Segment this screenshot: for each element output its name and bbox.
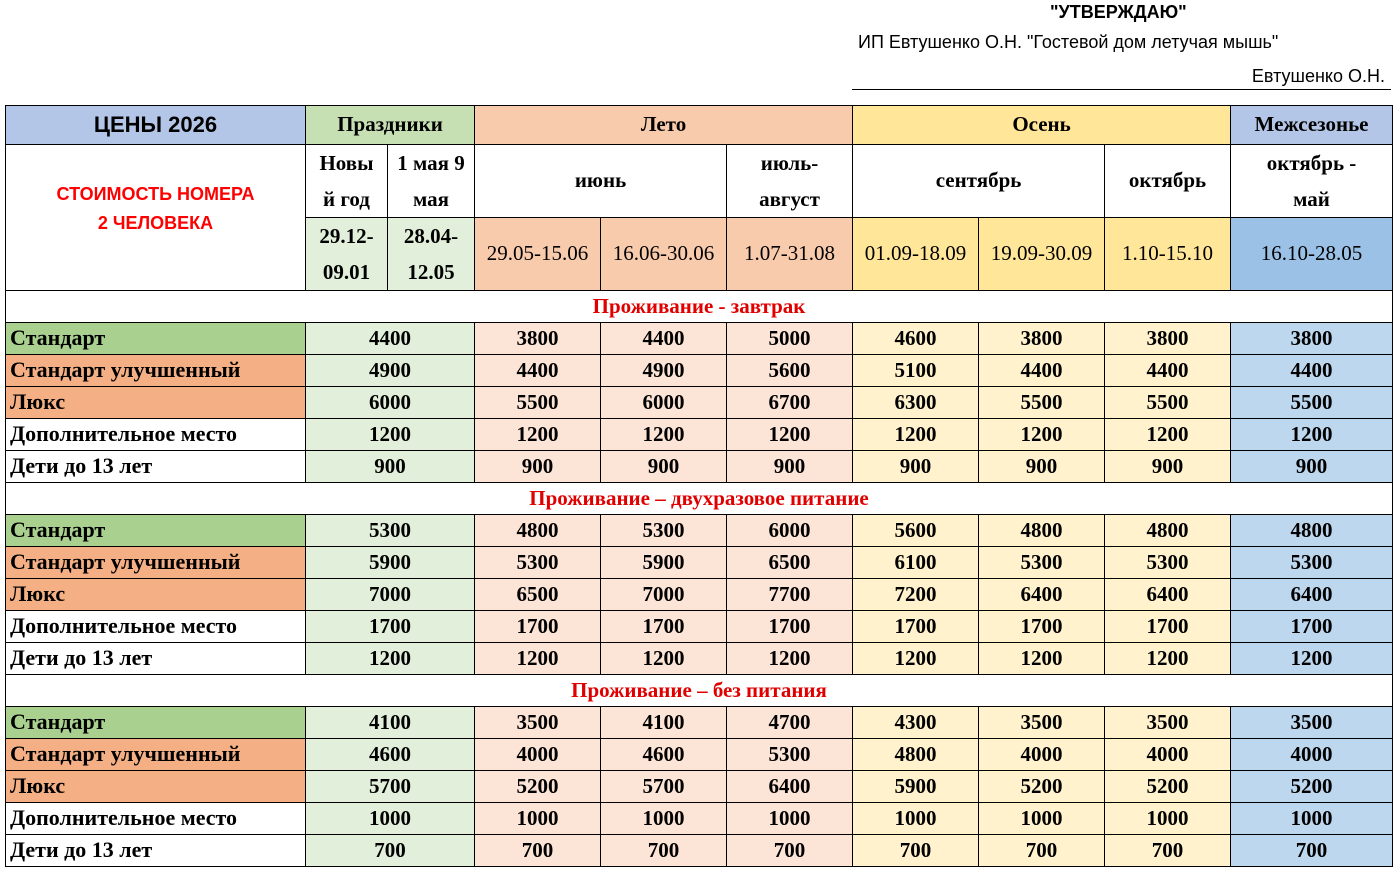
price-cell: 4800 [1231, 515, 1393, 547]
price-cell: 7000 [306, 579, 475, 611]
price-cell: 1200 [475, 419, 601, 451]
room-type-label: Стандарт улучшенный [6, 739, 306, 771]
price-cell: 4400 [306, 323, 475, 355]
price-cell: 4900 [306, 355, 475, 387]
price-cell: 5500 [979, 387, 1105, 419]
price-cell: 1700 [853, 611, 979, 643]
price-cell: 3500 [979, 707, 1105, 739]
date-range-5: 1.07-31.08 [727, 218, 853, 291]
price-cell: 1200 [306, 643, 475, 675]
price-cell: 1700 [727, 611, 853, 643]
date-range-2-l2: 12.05 [407, 260, 455, 284]
price-cell: 1200 [475, 643, 601, 675]
price-cell: 1200 [979, 643, 1105, 675]
price-cell: 5300 [979, 547, 1105, 579]
date-range-7: 19.09-30.09 [979, 218, 1105, 291]
price-cell: 5300 [601, 515, 727, 547]
price-cell: 4600 [601, 739, 727, 771]
price-cell: 700 [306, 835, 475, 867]
price-cell: 1700 [1231, 611, 1393, 643]
approval-title: "УТВЕРЖДАЮ" [1050, 2, 1187, 22]
price-cell: 4800 [853, 739, 979, 771]
price-cell: 1200 [601, 643, 727, 675]
price-cell: 4600 [306, 739, 475, 771]
price-cell: 1000 [727, 803, 853, 835]
price-cell: 6700 [727, 387, 853, 419]
room-type-label: Дополнительное место [6, 419, 306, 451]
price-cell: 4100 [306, 707, 475, 739]
price-cell: 1000 [1105, 803, 1231, 835]
price-cell: 4400 [1231, 355, 1393, 387]
period-october: октябрь [1105, 145, 1231, 218]
room-type-label: Люкс [6, 387, 306, 419]
price-cell: 5900 [853, 771, 979, 803]
period-octmay [1231, 145, 1393, 218]
price-cell: 1000 [601, 803, 727, 835]
price-cell: 4400 [475, 355, 601, 387]
price-cell: 4000 [1231, 739, 1393, 771]
period-octmay-l2: май [1293, 187, 1330, 211]
room-type-label: Стандарт [6, 707, 306, 739]
table-subtitle [6, 145, 306, 291]
period-may-l1: 1 мая 9 [397, 151, 465, 175]
table-row [6, 547, 1393, 579]
price-cell: 5300 [1105, 547, 1231, 579]
price-cell: 6000 [306, 387, 475, 419]
section-header-row [6, 483, 1393, 515]
price-cell: 1200 [979, 419, 1105, 451]
price-cell: 7700 [727, 579, 853, 611]
price-cell: 4800 [1105, 515, 1231, 547]
price-cell: 7000 [601, 579, 727, 611]
price-cell: 6000 [727, 515, 853, 547]
approval-company: ИП Евтушенко О.Н. "Гостевой дом летучая мышь" [858, 32, 1279, 52]
signature-line [852, 89, 1391, 90]
price-cell: 6500 [727, 547, 853, 579]
price-cell: 700 [979, 835, 1105, 867]
date-range-9: 16.10-28.05 [1231, 218, 1393, 291]
period-june: июнь [475, 145, 727, 218]
approval-block [850, 0, 1393, 90]
table-row [6, 323, 1393, 355]
price-cell: 7200 [853, 579, 979, 611]
price-cell: 5000 [727, 323, 853, 355]
price-cell: 4400 [601, 323, 727, 355]
price-cell: 900 [1231, 451, 1393, 483]
price-cell: 4700 [727, 707, 853, 739]
price-cell: 5900 [601, 547, 727, 579]
season-summer: Лето [475, 106, 853, 145]
price-cell: 5200 [1105, 771, 1231, 803]
room-type-label: Дети до 13 лет [6, 835, 306, 867]
room-type-label: Дети до 13 лет [6, 643, 306, 675]
price-cell: 5700 [601, 771, 727, 803]
subtitle-line2: 2 ЧЕЛОВЕКА [97, 212, 214, 233]
room-type-label: Стандарт [6, 323, 306, 355]
date-range-4: 16.06-30.06 [601, 218, 727, 291]
price-cell: 4600 [853, 323, 979, 355]
price-cell: 4400 [979, 355, 1105, 387]
price-cell: 4300 [853, 707, 979, 739]
price-cell: 1200 [1231, 643, 1393, 675]
date-range-6: 01.09-18.09 [853, 218, 979, 291]
table-row [6, 515, 1393, 547]
price-cell: 5600 [853, 515, 979, 547]
table-row [6, 835, 1393, 867]
price-cell: 900 [475, 451, 601, 483]
room-type-label: Люкс [6, 579, 306, 611]
section-title: Проживание – двухразовое питание [6, 483, 1393, 515]
section-title: Проживание – без питания [6, 675, 1393, 707]
table-row [6, 419, 1393, 451]
price-cell: 6500 [475, 579, 601, 611]
price-cell: 4400 [1105, 355, 1231, 387]
date-range-1 [306, 218, 388, 291]
section-header-row [6, 675, 1393, 707]
price-cell: 5900 [306, 547, 475, 579]
table-row [6, 803, 1393, 835]
price-cell: 700 [1105, 835, 1231, 867]
subtitle-line1: СТОИМОСТЬ НОМЕРА [56, 183, 255, 204]
room-type-label: Дети до 13 лет [6, 451, 306, 483]
price-cell: 6300 [853, 387, 979, 419]
period-header-row [6, 145, 1393, 218]
period-julaug [727, 145, 853, 218]
period-newyear-l2: й год [323, 187, 370, 211]
price-cell: 3800 [1105, 323, 1231, 355]
room-type-label: Дополнительное место [6, 611, 306, 643]
room-type-label: Люкс [6, 771, 306, 803]
price-cell: 900 [853, 451, 979, 483]
price-cell: 5600 [727, 355, 853, 387]
price-cell: 5500 [1105, 387, 1231, 419]
season-autumn: Осень [853, 106, 1231, 145]
price-cell: 1200 [1231, 419, 1393, 451]
period-newyear [306, 145, 388, 218]
price-cell: 4100 [601, 707, 727, 739]
price-cell: 4000 [1105, 739, 1231, 771]
price-cell: 5200 [475, 771, 601, 803]
date-range-3: 29.05-15.06 [475, 218, 601, 291]
section-title: Проживание - завтрак [6, 291, 1393, 323]
price-cell: 6400 [727, 771, 853, 803]
table-row [6, 771, 1393, 803]
room-type-label: Стандарт улучшенный [6, 547, 306, 579]
table-row [6, 611, 1393, 643]
price-cell: 1000 [853, 803, 979, 835]
price-cell: 1200 [601, 419, 727, 451]
price-cell: 3500 [1231, 707, 1393, 739]
period-may [388, 145, 475, 218]
price-cell: 6400 [1231, 579, 1393, 611]
date-range-1-l2: 09.01 [322, 260, 371, 284]
price-cell: 1200 [727, 643, 853, 675]
price-cell: 5300 [306, 515, 475, 547]
table-title: ЦЕНЫ 2026 [6, 106, 306, 145]
price-cell: 700 [727, 835, 853, 867]
price-cell: 900 [306, 451, 475, 483]
price-cell: 900 [727, 451, 853, 483]
period-julaug-l2: август [759, 187, 820, 211]
price-cell: 1000 [979, 803, 1105, 835]
price-cell: 700 [1231, 835, 1393, 867]
period-octmay-l1: октябрь - [1266, 151, 1357, 175]
price-cell: 1700 [475, 611, 601, 643]
price-cell: 5300 [727, 739, 853, 771]
room-type-label: Стандарт улучшенный [6, 355, 306, 387]
price-cell: 700 [853, 835, 979, 867]
table-row [6, 355, 1393, 387]
table-row [6, 643, 1393, 675]
price-cell: 6400 [1105, 579, 1231, 611]
price-cell: 1700 [306, 611, 475, 643]
table-row [6, 579, 1393, 611]
price-cell: 4900 [601, 355, 727, 387]
price-cell: 3500 [475, 707, 601, 739]
date-range-2-l1: 28.04- [403, 224, 459, 248]
price-cell: 5300 [475, 547, 601, 579]
price-cell: 5200 [1231, 771, 1393, 803]
price-cell: 700 [475, 835, 601, 867]
price-cell: 3800 [475, 323, 601, 355]
price-cell: 1200 [727, 419, 853, 451]
date-range-8: 1.10-15.10 [1105, 218, 1231, 291]
price-cell: 5300 [1231, 547, 1393, 579]
season-offseason: Межсезонье [1231, 106, 1393, 145]
price-table [5, 105, 1393, 867]
price-cell: 1200 [1105, 419, 1231, 451]
price-cell: 6100 [853, 547, 979, 579]
section-header-row [6, 291, 1393, 323]
period-may-l2: мая [412, 187, 450, 211]
price-cell: 5700 [306, 771, 475, 803]
table-row [6, 707, 1393, 739]
season-holidays: Праздники [306, 106, 475, 145]
price-cell: 4000 [475, 739, 601, 771]
date-range-2 [388, 218, 475, 291]
room-type-label: Дополнительное место [6, 803, 306, 835]
price-cell: 900 [1105, 451, 1231, 483]
period-newyear-l1: Новы [319, 151, 374, 175]
price-cell: 5500 [475, 387, 601, 419]
price-cell: 1200 [1105, 643, 1231, 675]
price-cell: 5100 [853, 355, 979, 387]
price-cell: 4800 [475, 515, 601, 547]
table-row [6, 739, 1393, 771]
price-cell: 1700 [601, 611, 727, 643]
price-cell: 1000 [475, 803, 601, 835]
price-cell: 900 [979, 451, 1105, 483]
price-cell: 700 [601, 835, 727, 867]
period-julaug-l1: июль- [760, 151, 819, 175]
room-type-label: Стандарт [6, 515, 306, 547]
price-cell: 900 [601, 451, 727, 483]
price-cell: 3800 [979, 323, 1105, 355]
price-cell: 6000 [601, 387, 727, 419]
period-september: сентябрь [853, 145, 1105, 218]
price-cell: 1000 [306, 803, 475, 835]
price-cell: 4000 [979, 739, 1105, 771]
price-cell: 5500 [1231, 387, 1393, 419]
table-row [6, 387, 1393, 419]
price-cell: 1200 [853, 643, 979, 675]
price-cell: 1000 [1231, 803, 1393, 835]
date-range-1-l1: 29.12- [319, 224, 374, 248]
price-cell: 4800 [979, 515, 1105, 547]
price-cell: 1200 [853, 419, 979, 451]
approval-signatory: Евтушенко О.Н. [1251, 66, 1385, 86]
price-cell: 3500 [1105, 707, 1231, 739]
table-row [6, 451, 1393, 483]
price-cell: 1700 [1105, 611, 1231, 643]
price-cell: 3800 [1231, 323, 1393, 355]
price-cell: 5200 [979, 771, 1105, 803]
price-cell: 6400 [979, 579, 1105, 611]
price-cell: 1700 [979, 611, 1105, 643]
price-cell: 1200 [306, 419, 475, 451]
season-header-row [6, 106, 1393, 145]
